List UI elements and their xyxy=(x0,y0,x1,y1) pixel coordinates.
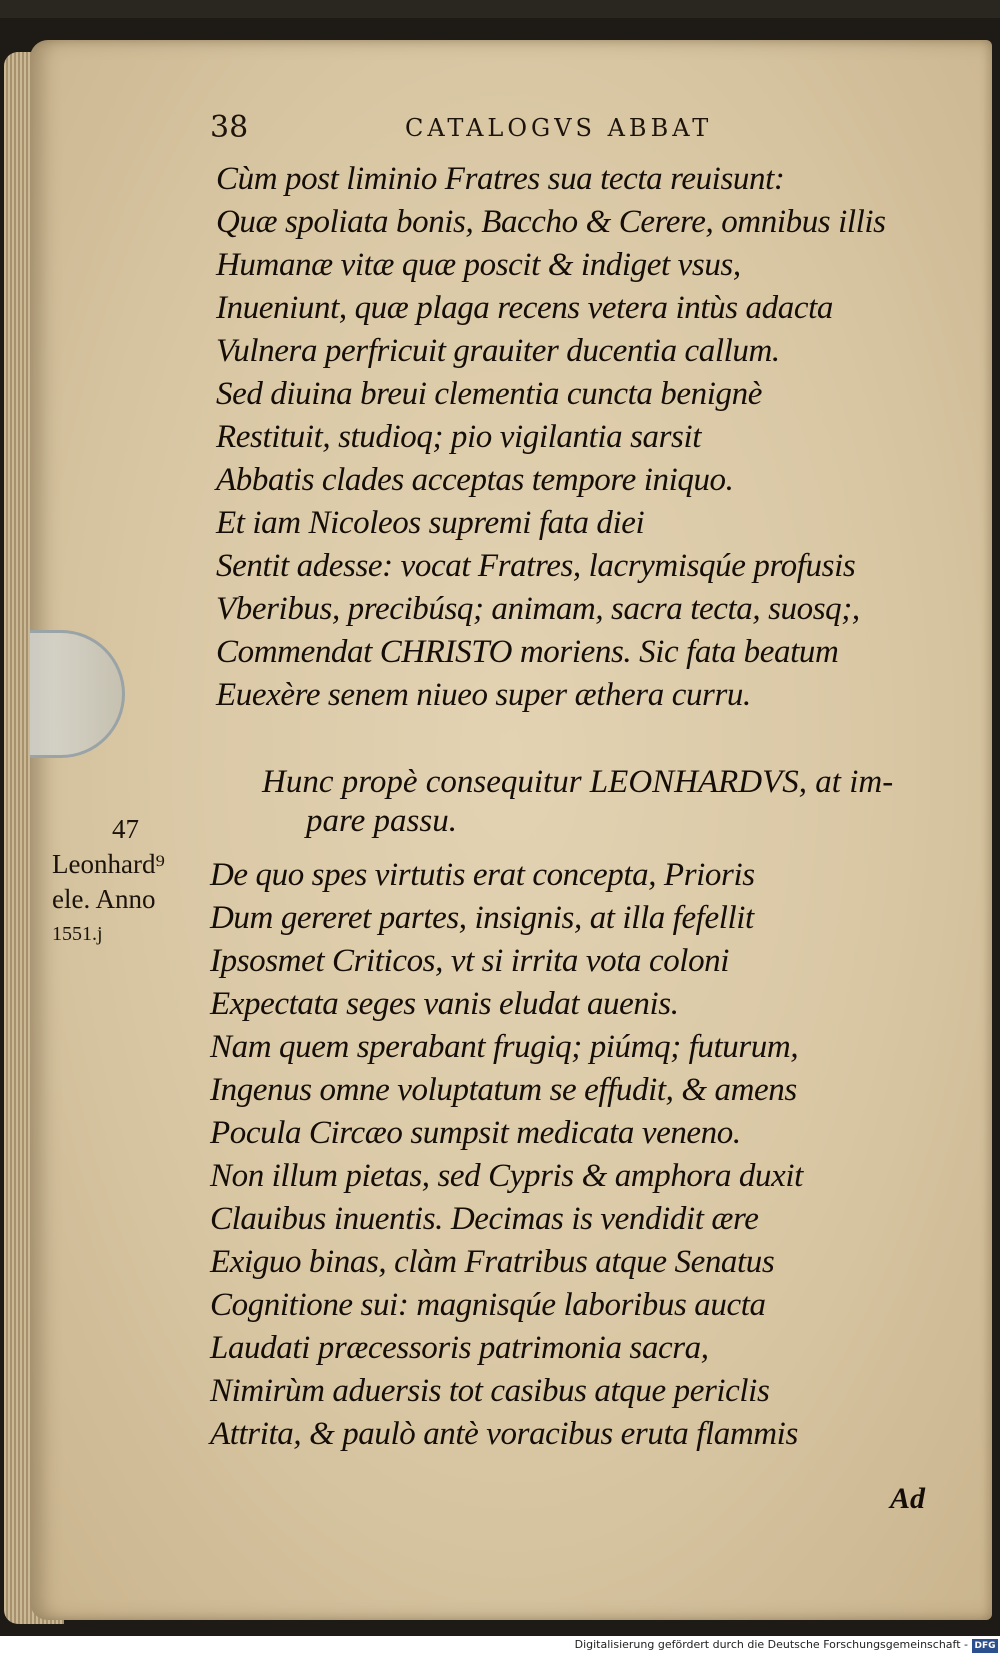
verse-block-1 xyxy=(216,158,886,717)
verse-line: Inueniunt, quæ plaga recens vetera intùs adacta xyxy=(216,290,833,326)
margin-note xyxy=(52,812,165,952)
verse-line: Sentit adesse: vocat Fratres, lacrymisqúe profusis xyxy=(216,548,856,584)
verse-line: Cognitione sui: magnisqúe laboribus aucta xyxy=(210,1287,766,1323)
catchword: Ad xyxy=(890,1482,926,1515)
verse-block-2 xyxy=(210,854,803,1456)
verse-line: Cùm post liminio Fratres sua tecta reuisunt: xyxy=(216,161,785,197)
verse-line: Ingenus omne voluptatum se effudit, & amens xyxy=(210,1072,797,1108)
verse-line: Expectata seges vanis eludat auenis. xyxy=(210,986,679,1022)
margin-year: 1551.j xyxy=(52,923,103,945)
verse-line: Humanæ vitæ quæ poscit & indiget vsus, xyxy=(216,247,741,283)
margin-number: 47 xyxy=(112,814,139,844)
verse-line: Vberibus, precibúsq; animam, sacra tecta, suosq;, xyxy=(216,591,860,627)
verse-line: Vulnera perfricuit grauiter ducentia callum. xyxy=(216,333,780,369)
section-intro xyxy=(262,764,893,840)
verse-line: Sed diuina breui clementia cuncta benignè xyxy=(216,376,762,412)
verse-line: Restituit, studioq; pio vigilantia sarsit xyxy=(216,419,702,455)
page-number: 38 xyxy=(210,110,249,145)
dfg-logo-icon: DFG xyxy=(972,1639,998,1653)
intro-line-1: Hunc propè consequitur LEONHARDVS, at im- xyxy=(262,764,894,800)
verse-line: Commendat CHRISTO moriens. Sic fata beatum xyxy=(216,634,839,670)
verse-line: Clauibus inuentis. Decimas is vendidit ære xyxy=(210,1201,759,1237)
verse-line: Pocula Circæo sumpsit medicata veneno. xyxy=(210,1115,741,1151)
running-title: CATALOGVS ABBAT xyxy=(405,114,713,142)
footer-credit: Digitalisierung gefördert durch die Deutsche Forschungsgemeinschaft - xyxy=(574,1638,968,1651)
verse-line: Exiguo binas, clàm Fratribus atque Senatus xyxy=(210,1244,775,1280)
verse-line: Abbatis clades acceptas tempore iniquo. xyxy=(216,462,734,498)
page-header xyxy=(210,110,810,156)
facing-page-bleedthrough xyxy=(878,100,986,1460)
verse-line: Ipsosmet Criticos, vt si irrita vota coloni xyxy=(210,943,730,979)
verse-line: Euexère senem niueo super æthera curru. xyxy=(216,677,751,713)
verse-line: Nam quem sperabant frugiq; piúmq; futurum, xyxy=(210,1029,799,1065)
margin-elected: ele. Anno xyxy=(52,884,156,914)
margin-name: Leonhard⁹ xyxy=(52,849,165,879)
verse-line: De quo spes virtutis erat concepta, Prioris xyxy=(210,857,755,893)
digitization-footer xyxy=(0,1636,1000,1658)
intro-line-2: pare passu. xyxy=(306,803,457,839)
verse-line: Nimirùm aduersis tot casibus atque periclis xyxy=(210,1373,770,1409)
verse-line: Non illum pietas, sed Cypris & amphora duxit xyxy=(210,1158,803,1194)
bookmark-tab xyxy=(30,630,125,758)
verse-line: Laudati præcessoris patrimonia sacra, xyxy=(210,1330,709,1366)
verse-line: Quæ spoliata bonis, Baccho & Cerere, omnibus illis xyxy=(216,204,886,240)
verse-line: Et iam Nicoleos supremi fata diei xyxy=(216,505,645,541)
verse-line: Dum gereret partes, insignis, at illa fefellit xyxy=(210,900,754,936)
verse-line: Attrita, & paulò antè voracibus eruta flammis xyxy=(210,1416,798,1452)
